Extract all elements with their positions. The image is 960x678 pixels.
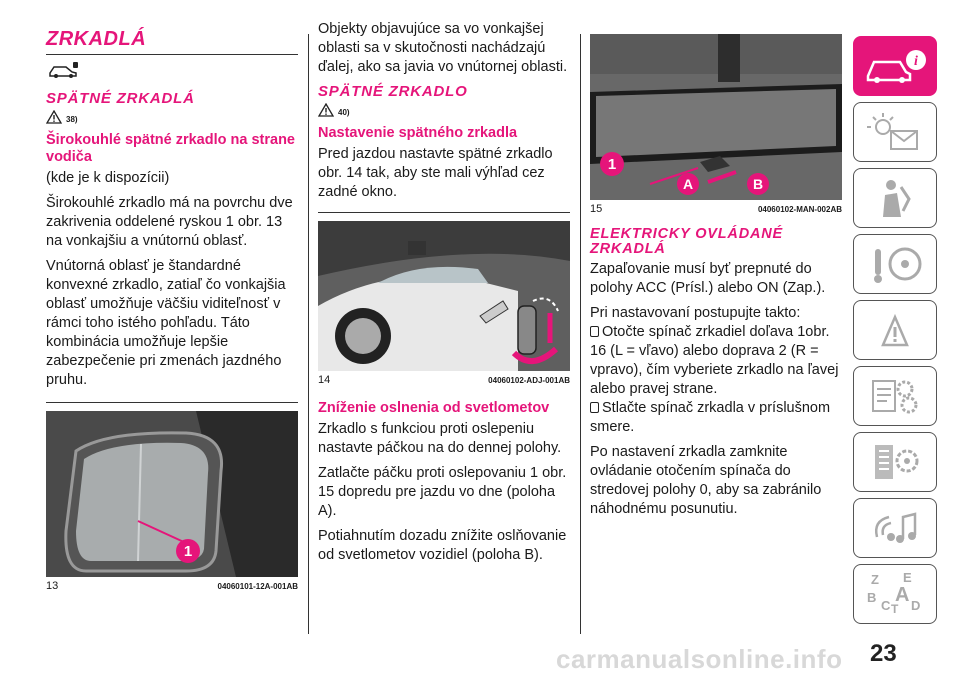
callout-1: 1 (183, 543, 193, 560)
subsection-title: Nastavenie spätného zrkadla (318, 125, 518, 141)
maintenance-icon (865, 375, 925, 417)
driving-icon (865, 243, 925, 285)
figure-15 (590, 34, 842, 200)
column-2 (318, 20, 570, 571)
paragraph: Širokouhlé zrkadlo má na povrchu dve zakrivenia oddelené ryskou 1 obr. 13 na vonkajšiu a vnútornú oblasť. (46, 195, 293, 249)
section-title: SPÄTNÉ ZRKADLO (318, 83, 468, 100)
section-title: SPÄTNÉ ZRKADLÁ (46, 90, 195, 107)
technical-data-icon (865, 441, 925, 483)
watermark: carmanualsonline.info (556, 644, 843, 674)
subsection-title: Širokouhlé spätné zrkadlo na strane vodiča (46, 132, 295, 165)
figure-caption: 14 04060102-ADJ-001AB (318, 374, 570, 386)
column-divider (308, 34, 309, 634)
callout-1: 1 (607, 156, 617, 173)
paragraph: (kde je k dispozícii) (46, 170, 170, 186)
chapter-title: ZRKADLÁ (46, 28, 147, 50)
antiglare-mirror-image (590, 34, 842, 200)
column-3 (590, 34, 842, 525)
paragraph: Zatlačte páčku proti oslepovaniu 1 obr. 15 dopredu pre jazdu vo dne (poloha A). (318, 465, 567, 519)
warning-icon (318, 103, 334, 117)
callout-b: B (752, 176, 764, 192)
figure-rule (46, 402, 298, 403)
car-info-icon (862, 46, 928, 86)
figure-14 (318, 221, 570, 371)
warning-icon (46, 110, 62, 124)
figure-caption: 13 04060101-12A-001AB (46, 580, 298, 592)
paragraph: Objekty objavujúce sa vo vonkajšej oblasti sa v skutočnosti nachádzajú ďalej, ako sa javia vo vnútornej oblasti. (318, 21, 568, 75)
tab-warning-lights[interactable] (853, 102, 937, 162)
section-title: ELEKTRICKY OVLÁDANÉ ZRKADLÁ (590, 226, 783, 257)
paragraph: Pred jazdou nastavte spätné zrkadlo obr. 14 tak, aby ste mali výhľad cez zadné okno. (318, 146, 553, 200)
figure-rule (318, 212, 570, 213)
paragraph: Zapaľovanie musí byť prepnuté do polohy ACC (Prísl.) alebo ON (Zap.). (590, 261, 826, 296)
svg-text:i: i (914, 54, 918, 69)
car-mirror-icon (46, 59, 298, 84)
paragraph: Potiahnutím dozadu znížite oslňovanie od svetlometov vozidiel (poloha B). (318, 528, 567, 563)
index-icon: Z E B A C T D (867, 570, 921, 616)
paragraph: Po nastavení zrkadla zamknite ovládanie otočením spínača do stredovej polohy 0, aby sa zabránilo náhodnému posunutiu. (590, 444, 822, 517)
bullet-item: Stlačte spínač zrkadla v príslušnom smere. (590, 400, 831, 435)
tab-safety[interactable] (853, 168, 937, 228)
paragraph: Pri nastavovaní postupujte takto: (590, 305, 801, 321)
safety-icon (865, 177, 925, 219)
tab-driving[interactable] (853, 234, 937, 294)
figure-caption: 15 04060102-MAN-002AB (590, 203, 842, 215)
car-mirror-adjust-image (318, 221, 570, 371)
tab-multimedia[interactable] (853, 498, 937, 558)
wide-angle-mirror-image (46, 411, 298, 577)
bullet-icon (590, 326, 599, 337)
figure-13 (46, 411, 298, 577)
tab-technical-data[interactable] (853, 432, 937, 492)
warning-reference: 40) (318, 103, 570, 117)
multimedia-icon (865, 507, 925, 549)
tab-emergency[interactable] (853, 300, 937, 360)
tab-index[interactable] (853, 564, 937, 624)
bullet-icon (590, 402, 599, 413)
page-number: 23 (870, 640, 897, 667)
tab-maintenance[interactable] (853, 366, 937, 426)
emergency-icon (865, 309, 925, 351)
title-rule (46, 54, 298, 55)
callout-a: A (682, 176, 694, 192)
warning-reference: 38) (46, 110, 298, 124)
tab-car-info[interactable] (853, 36, 937, 96)
paragraph: Zrkadlo s funkciou proti oslepeniu nastavte páčkou na do dennej polohy. (318, 421, 562, 456)
paragraph: Vnútorná oblasť je štandardné konvexné zrkadlo, zatiaľ čo vonkajšia oblasť umožňuje väčšiu viditeľnosť v rámci toho istého pohľadu. Táto kombinácia umožňuje lepšie zabezpečenie pri zmenách jazdného pruhu. (46, 258, 286, 388)
subsection-title: Zníženie oslnenia od svetlometov (318, 400, 550, 416)
column-divider (580, 34, 581, 634)
bullet-item: Otočte spínač zrkadiel doľava 1obr. 16 (L = vľavo) alebo doprava 2 (R = vpravo), čím vyberiete zrkadlo na ľavej alebo pravej strane. (590, 324, 839, 397)
column-1 (46, 22, 298, 592)
warning-lights-icon (865, 111, 925, 153)
